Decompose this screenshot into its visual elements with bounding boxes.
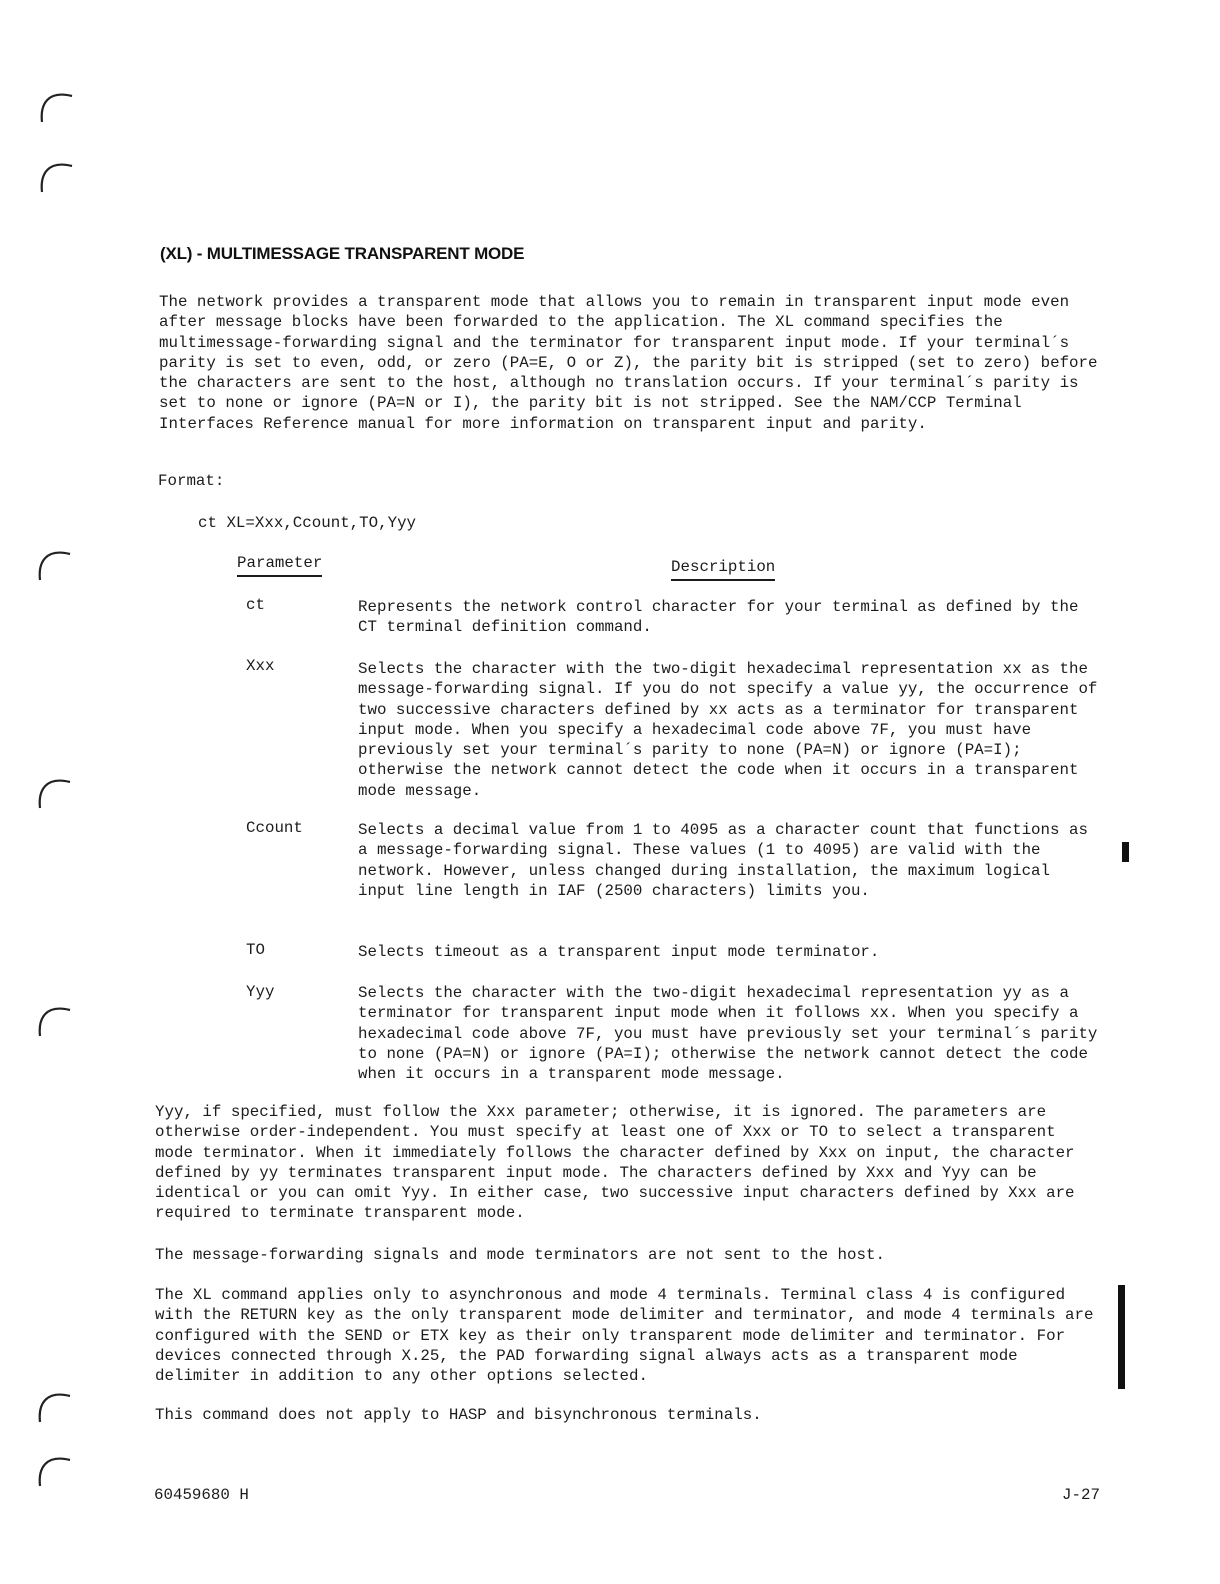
param-name-ct: ct bbox=[246, 596, 265, 614]
param-name-xxx: Xxx bbox=[246, 657, 275, 675]
punch-hole-mark bbox=[36, 768, 72, 812]
document-number: 60459680 H bbox=[154, 1486, 249, 1504]
description-column-header: Description bbox=[671, 557, 775, 581]
signals-paragraph: The message-forwarding signals and mode terminators are not sent to the host. bbox=[155, 1246, 885, 1264]
param-desc-ct: Represents the network control character for your terminal as defined by the CT terminal definition command. bbox=[358, 598, 1079, 637]
param-name-ccount: Ccount bbox=[246, 819, 303, 837]
revision-change-bar bbox=[1122, 842, 1129, 862]
param-name-to: TO bbox=[246, 941, 265, 959]
section-heading: (XL) - MULTIMESSAGE TRANSPARENT MODE bbox=[160, 244, 525, 263]
yyy-rules-paragraph: Yyy, if specified, must follow the Xxx parameter; otherwise, it is ignored. The parameters are otherwise order-independent. You must specify at least one of Xxx or TO to select a transparent mode terminator. When it immediately follows the character defined by Xxx on input, the character defined by yy terminates transparent input mode. The characters defined by Xxx and Yyy can be identical or you can omit Yyy. In either case, two successive input characters defined by Xxx are required to terminate transparent mode. bbox=[155, 1103, 1085, 1223]
punch-hole-mark bbox=[38, 82, 74, 126]
param-desc-yyy: Selects the character with the two-digit hexadecimal representation yy as a terminator for transparent input mode when it follows xx. When you specify a hexadecimal code above 7F, you must have previously set your terminal´s parity to none (PA=N) or ignore (PA=I); otherwise the network cannot detect the code when it occurs in a transparent mode message. bbox=[358, 984, 1098, 1084]
punch-hole-mark bbox=[36, 1446, 72, 1490]
punch-hole-mark bbox=[36, 996, 72, 1040]
format-syntax: ct XL=Xxx,Ccount,TO,Yyy bbox=[198, 514, 417, 532]
page-number: J-27 bbox=[1062, 1486, 1100, 1504]
intro-paragraph: The network provides a transparent mode that allows you to remain in transparent input mode even after message blocks have been forwarded to the application. The XL command specifies the multimessage-forwarding signal and the terminator for transparent input mode. If your terminal´s parity is set to even, odd, or zero (PA=E, O or Z), the parity bit is stripped (set to zero) before the characters are sent to the host, although no translation occurs. If your terminal´s parity is set to none or ignore (PA=N or I), the parity bit is not stripped. See the NAM/CCP Terminal Interfaces Reference manual for more information on transparent input and parity. bbox=[159, 293, 1107, 433]
format-label: Format: bbox=[158, 472, 225, 490]
parameter-column-header: Parameter bbox=[237, 553, 322, 577]
hasp-paragraph: This command does not apply to HASP and bisynchronous terminals. bbox=[155, 1406, 762, 1424]
param-desc-ccount: Selects a decimal value from 1 to 4095 as a character count that functions as a message-forwarding signal. These values (1 to 4095) are valid with the network. However, unless changed during installation, the maximum logical input line length in IAF (2500 characters) limits you. bbox=[358, 821, 1088, 900]
revision-change-bar bbox=[1118, 1285, 1125, 1389]
punch-hole-mark bbox=[36, 540, 72, 584]
param-desc-xxx: Selects the character with the two-digit hexadecimal representation xx as the message-forwarding signal. If you do not specify a value yy, the occurrence of two successive characters defined by xx acts as a terminator for transparent input mode. When you specify a hexadecimal code above 7F, you must have previously set your terminal´s parity to none (PA=N) or ignore (PA=I); otherwise the network cannot detect the code when it occurs in a transparent mode message. bbox=[358, 660, 1098, 800]
param-desc-to: Selects timeout as a transparent input mode terminator. bbox=[358, 943, 880, 961]
applicability-paragraph: The XL command applies only to asynchronous and mode 4 terminals. Terminal class 4 is configured with the RETURN key as the only transparent mode delimiter and terminator, and mode 4 terminals are configured with the SEND or ETX key as their only transparent mode delimiter and terminator. For devices connected through X.25, the PAD forwarding signal always acts as a transparent mode delimiter in addition to any other options selected. bbox=[155, 1286, 1103, 1386]
punch-hole-mark bbox=[38, 152, 74, 196]
param-name-yyy: Yyy bbox=[246, 983, 275, 1001]
punch-hole-mark bbox=[36, 1382, 72, 1426]
